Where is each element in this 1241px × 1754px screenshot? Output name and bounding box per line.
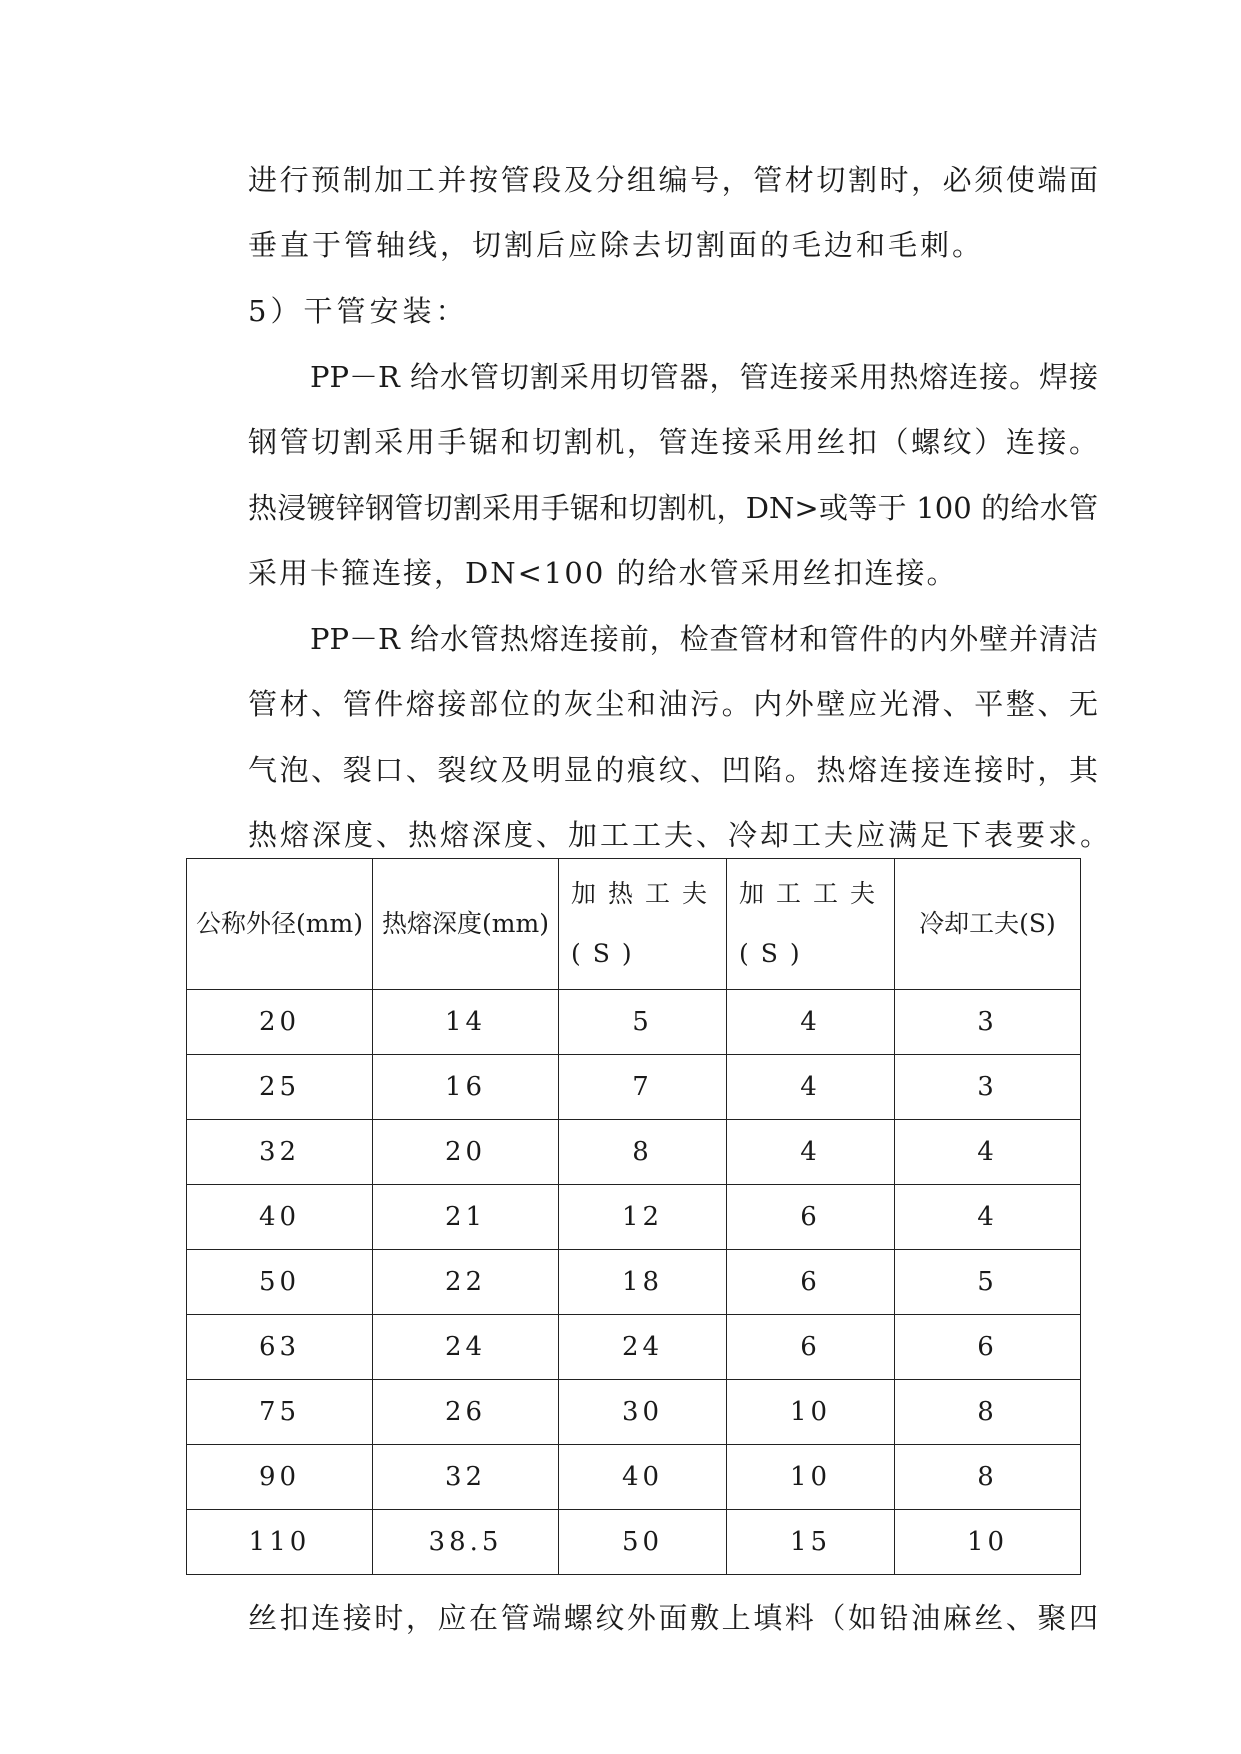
- paragraph-3-line-2: 管材、管件熔接部位的灰尘和油污。内外壁应光滑、平整、无: [248, 687, 1098, 721]
- paragraph-2-line-1: PP－R 给水管切割采用切管器，管连接采用热熔连接。焊接: [310, 360, 1098, 394]
- cell-depth: 26: [373, 1380, 559, 1445]
- cell-heating: 7: [559, 1055, 727, 1120]
- cell-diameter: 63: [187, 1315, 373, 1380]
- cell-diameter: 25: [187, 1055, 373, 1120]
- cell-processing: 10: [727, 1445, 895, 1510]
- paragraph-1-line-1: 进行预制加工并按管段及分组编号，管材切割时，必须使端面: [248, 163, 1098, 197]
- table-row: [187, 990, 1081, 1055]
- paragraph-2-line-2: 钢管切割采用手锯和切割机，管连接采用丝扣（螺纹）连接。: [248, 425, 1098, 459]
- header-heating-time: 加热工夫(S): [559, 859, 727, 990]
- cell-cooling: 3: [895, 1055, 1081, 1120]
- cell-depth: 38.5: [373, 1510, 559, 1575]
- cell-heating: 12: [559, 1185, 727, 1250]
- cell-heating: 8: [559, 1120, 727, 1185]
- cell-depth: 21: [373, 1185, 559, 1250]
- cell-heating: 40: [559, 1445, 727, 1510]
- cell-diameter: 40: [187, 1185, 373, 1250]
- header-nominal-diameter: 公称外径(mm): [187, 859, 373, 990]
- paragraph-3-line-1: PP－R 给水管热熔连接前，检查管材和管件的内外壁并清洁: [310, 622, 1098, 656]
- table-row: [187, 1250, 1081, 1315]
- header-processing-time: 加工工夫(S): [727, 859, 895, 990]
- cell-heating: 30: [559, 1380, 727, 1445]
- cell-cooling: 4: [895, 1120, 1081, 1185]
- cell-processing: 4: [727, 1055, 895, 1120]
- cell-heating: 50: [559, 1510, 727, 1575]
- table-row: [187, 1380, 1081, 1445]
- paragraph-3-line-4: 热熔深度、热熔深度、加工工夫、冷却工夫应满足下表要求。: [248, 818, 1113, 852]
- cell-cooling: 6: [895, 1315, 1081, 1380]
- cell-cooling: 10: [895, 1510, 1081, 1575]
- cell-processing: 6: [727, 1185, 895, 1250]
- cell-diameter: 90: [187, 1445, 373, 1510]
- section-heading: 5）干管安装：: [248, 294, 469, 328]
- paragraph-1-line-2: 垂直于管轴线，切割后应除去切割面的毛边和毛刺。: [248, 228, 985, 262]
- header-melt-depth: 热熔深度(mm): [373, 859, 559, 990]
- cell-heating: 18: [559, 1250, 727, 1315]
- cell-depth: 22: [373, 1250, 559, 1315]
- cell-cooling: 8: [895, 1380, 1081, 1445]
- cell-processing: 4: [727, 1120, 895, 1185]
- cell-diameter: 20: [187, 990, 373, 1055]
- cell-heating: 24: [559, 1315, 727, 1380]
- cell-cooling: 3: [895, 990, 1081, 1055]
- cell-diameter: 110: [187, 1510, 373, 1575]
- paragraph-3-line-3: 气泡、裂口、裂纹及明显的痕纹、凹陷。热熔连接连接时，其: [248, 753, 1098, 787]
- table-row: [187, 1120, 1081, 1185]
- cell-cooling: 5: [895, 1250, 1081, 1315]
- table-row: [187, 1185, 1081, 1250]
- table-row: [187, 1315, 1081, 1380]
- cell-diameter: 50: [187, 1250, 373, 1315]
- hot-melt-parameters-table: [186, 858, 1081, 1575]
- table-row: [187, 1510, 1081, 1575]
- paragraph-2-line-3: 热浸镀锌钢管切割采用手锯和切割机，DN>或等于 100 的给水管: [248, 491, 1098, 525]
- cell-processing: 15: [727, 1510, 895, 1575]
- header-cooling-time: 冷却工夫(S): [895, 859, 1081, 990]
- cell-processing: 6: [727, 1315, 895, 1380]
- cell-depth: 14: [373, 990, 559, 1055]
- cell-diameter: 32: [187, 1120, 373, 1185]
- cell-processing: 6: [727, 1250, 895, 1315]
- cell-heating: 5: [559, 990, 727, 1055]
- table-row: [187, 1055, 1081, 1120]
- cell-depth: 32: [373, 1445, 559, 1510]
- cell-depth: 16: [373, 1055, 559, 1120]
- cell-cooling: 8: [895, 1445, 1081, 1510]
- cell-cooling: 4: [895, 1185, 1081, 1250]
- cell-depth: 24: [373, 1315, 559, 1380]
- table-row: [187, 1445, 1081, 1510]
- cell-diameter: 75: [187, 1380, 373, 1445]
- cell-depth: 20: [373, 1120, 559, 1185]
- cell-processing: 10: [727, 1380, 895, 1445]
- table-header-row: [187, 859, 1081, 990]
- paragraph-4-line-1: 丝扣连接时，应在管端螺纹外面敷上填料（如铅油麻丝、聚四: [248, 1601, 1098, 1635]
- cell-processing: 4: [727, 990, 895, 1055]
- paragraph-2-line-4: 采用卡箍连接，DN<100 的给水管采用丝扣连接。: [248, 556, 958, 590]
